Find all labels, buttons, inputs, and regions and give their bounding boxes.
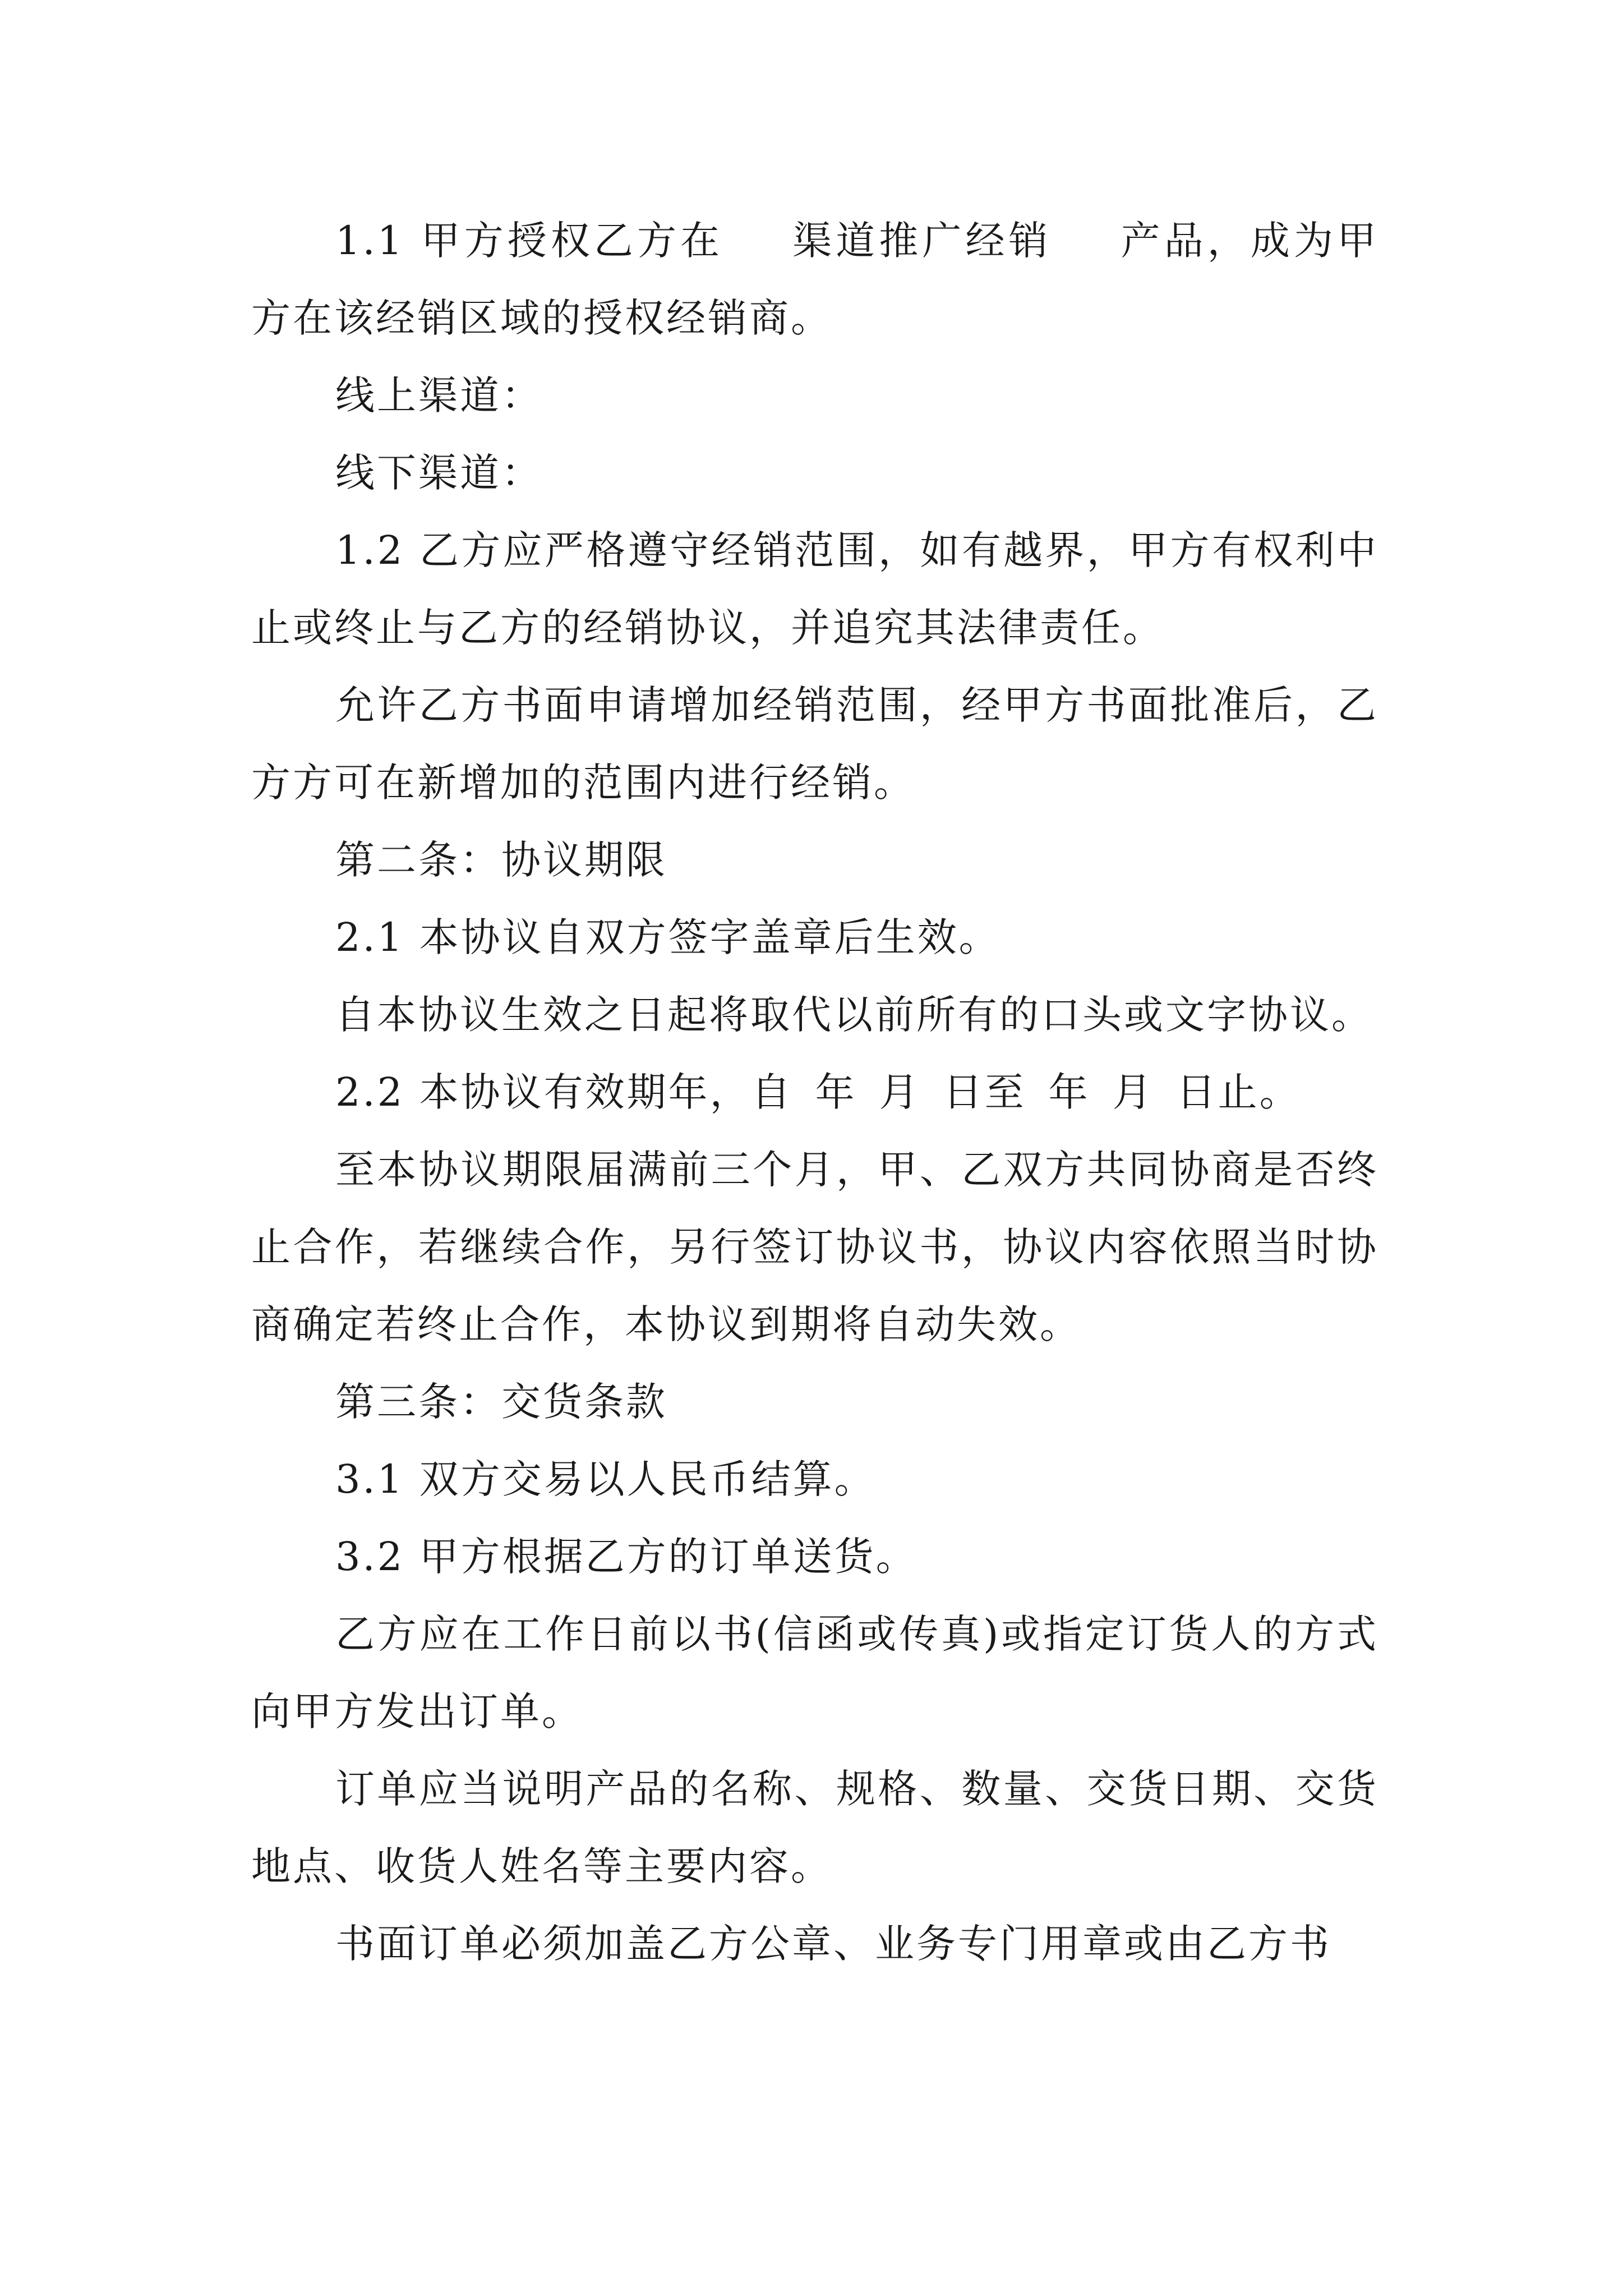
offline-channel: 线下渠道： (335, 450, 543, 496)
clause-3-2: 3.2 甲方根据乙方的订单送货。 (335, 1534, 917, 1580)
article-3-heading: 第三条：交货条款 (335, 1379, 667, 1425)
clause-1-1-part-3: 产品，成为甲方在该经销区域的授权经销商。 (251, 218, 1379, 341)
clause-2-2-end-year: 年 (1048, 1069, 1090, 1115)
clause-1-1 (251, 202, 1378, 357)
clause-1-2: 1.2 乙方应严格遵守经销范围，如有越界，甲方有权利中止或终止与乙方的经销协议，并追究其法律责任。 (251, 527, 1378, 651)
written-order-paragraph: 书面订单必须加盖乙方公章、业务专门用章或由乙方书 (335, 1921, 1331, 1967)
order-content-paragraph: 订单应当说明产品的名称、规格、数量、交货日期、交货地点、收货人姓名等主要内容。 (251, 1766, 1378, 1889)
clause-2-2-end-day: 日止。 (1176, 1069, 1301, 1115)
clause-1-1-part-2: 渠道推广经销 (791, 218, 1052, 264)
supersede-paragraph: 自本协议生效之日起将取代以前所有的口头或文字协议。 (335, 992, 1373, 1038)
order-method-paragraph: 乙方应在工作日前以书(信函或传真)或指定订货人的方式向甲方发出订单。 (251, 1611, 1378, 1734)
online-channel: 线上渠道： (335, 372, 543, 418)
clause-2-2-start-year: 年 (815, 1069, 857, 1115)
clause-2-2-end-month: 月 (1112, 1069, 1154, 1115)
clause-2-1: 2.1 本协议自双方签字盖章后生效。 (335, 914, 1000, 960)
clause-3-1: 3.1 双方交易以人民币结算。 (335, 1456, 876, 1502)
renewal-paragraph: 至本协议期限届满前三个月，甲、乙双方共同协商是否终止合作，若继续合作，另行签订协议书，协议内容依照当时协商确定若终止合作，本协议到期将自动失效。 (251, 1147, 1378, 1347)
clause-2-2-part-1: 2.2 本协议有效期年，自 (335, 1069, 793, 1115)
clause-2-2 (251, 1053, 1378, 1131)
clause-2-2-start-month: 月 (879, 1069, 921, 1115)
clause-2-2-start-day: 日至 (943, 1069, 1026, 1115)
article-2-heading: 第二条：协议期限 (335, 837, 667, 883)
clause-1-1-part-1: 1.1 甲方授权乙方在 (335, 218, 724, 264)
document-body (251, 202, 1378, 1982)
scope-extension-paragraph: 允许乙方书面申请增加经销范围，经甲方书面批准后，乙方方可在新增加的范围内进行经销。 (251, 682, 1378, 806)
